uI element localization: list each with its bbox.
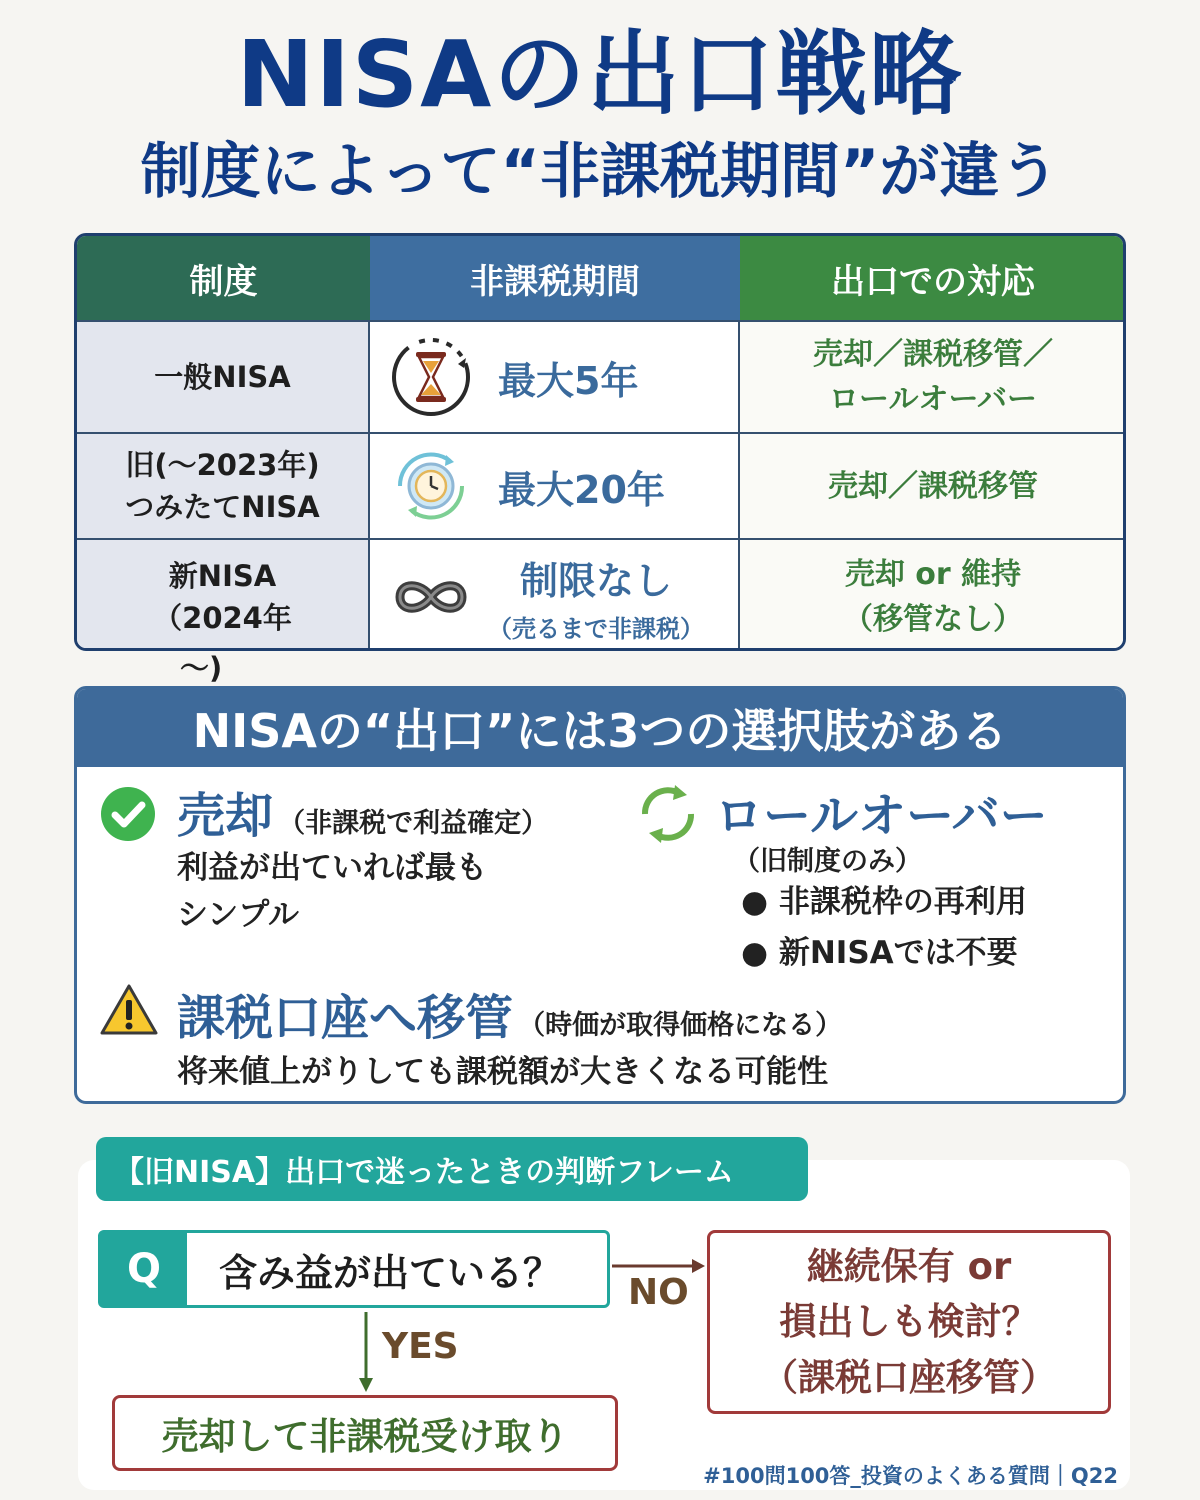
sell-description: シンプル <box>177 896 299 933</box>
header-period: 非課税期間 <box>370 236 740 320</box>
period-note: （売るまで非課税） <box>488 615 704 643</box>
transfer-label: 課税口座へ移管 <box>177 990 514 1046</box>
header-exit: 出口での対応 <box>740 236 1126 320</box>
list-item: ● 非課税枠の再利用 <box>741 884 1027 920</box>
frame-tag: 【旧NISA】出口で迷ったときの判断フレーム <box>96 1137 808 1201</box>
transfer-note: （時価が取得価格になる） <box>518 1010 843 1041</box>
hashtag: #100問100答_投資のよくある質問｜Q22 <box>703 1464 1118 1488</box>
header-system: 制度 <box>77 236 370 320</box>
system-name: 新NISA <box>168 558 277 593</box>
period-value: 最大5年 <box>498 358 639 403</box>
rollover-label: ロールオーバー <box>715 788 1048 844</box>
system-name: 一般NISA <box>77 322 370 432</box>
exit-option-line: 売却／課税移管 <box>740 434 1126 538</box>
no-result-box: 継続保有 or 損出しも検討？ （課税口座移管） <box>707 1230 1111 1414</box>
sell-description: 利益が出ていれば最も <box>177 850 487 886</box>
exit-option-line: （移管なし） <box>843 602 1023 637</box>
yes-result-box: 売却して非課税受け取り <box>112 1395 618 1471</box>
no-label: NO <box>628 1272 689 1313</box>
q-badge: Q <box>101 1233 187 1305</box>
question-text: 含み益が出ている？ <box>219 1250 562 1295</box>
period-value: 制限なし <box>519 559 672 603</box>
page-title: NISAの出口戦略 <box>236 21 964 128</box>
system-name: つみたてNISA <box>125 490 320 524</box>
transfer-description: 将来値上がりしても課税額が大きくなる可能性 <box>177 1054 828 1090</box>
list-item: ● 新NISAでは不要 <box>741 934 1018 971</box>
exit-option-line: 売却／課税移管／ <box>813 337 1053 372</box>
system-name-overflow: 〜) <box>180 651 223 685</box>
rollover-note: （旧制度のみ） <box>733 846 922 877</box>
system-name: 旧(〜2023年) <box>125 447 320 482</box>
exit-option-line: ロールオーバー <box>829 382 1037 417</box>
sell-note: （非課税で利益確定） <box>278 808 549 839</box>
options-heading: NISAの“出口”には3つの選択肢がある <box>77 689 1123 767</box>
page-subtitle: 制度によって“非課税期間”が違う <box>140 137 1060 207</box>
exit-option-line: 売却 or 維持 <box>844 557 1022 592</box>
yes-label: YES <box>382 1326 459 1367</box>
system-name: （2024年 <box>153 601 292 635</box>
period-value: 最大20年 <box>498 467 665 512</box>
sell-label: 売却 <box>177 788 274 844</box>
